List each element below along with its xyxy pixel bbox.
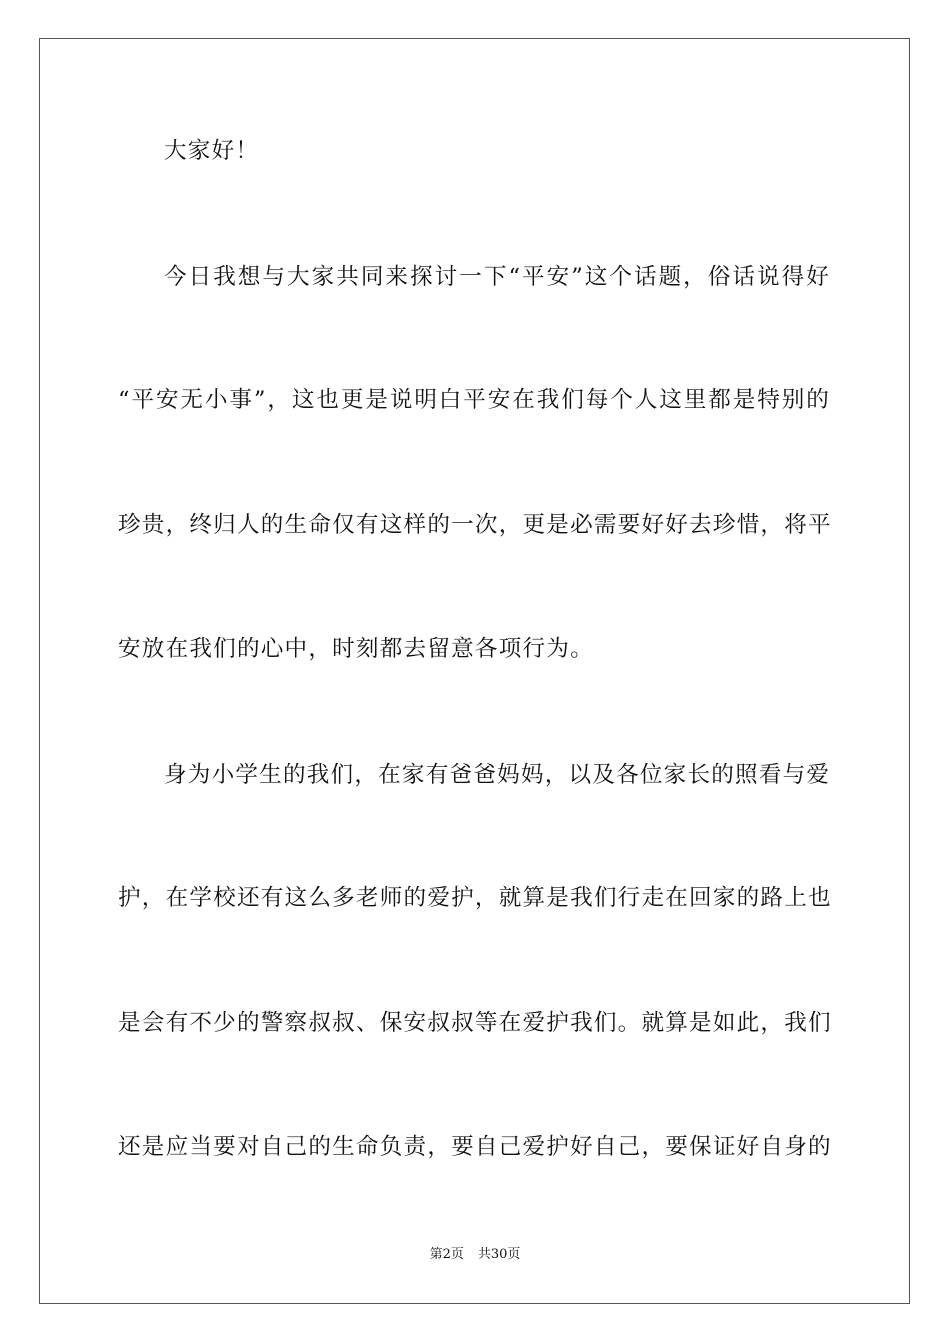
paragraph-2-line-1: 身为小学生的我们，在家有爸爸妈妈，以及各位家长的照看与爱 [164,762,831,788]
page-frame [39,38,910,1304]
greeting-line: 大家好！ [164,138,260,164]
paragraph-2-line-3: 是会有不少的警察叔叔、保安叔叔等在爱护我们。就算是如此，我们 [118,1010,832,1036]
paragraph-1-line-3: 珍贵，终归人的生命仅有这样的一次，更是必需要好好去珍惜，将平 [118,512,832,538]
paragraph-2-line-2: 护，在学校还有这么多老师的爱护，就算是我们行走在回家的路上也 [118,885,832,911]
paragraph-1-line-1: 今日我想与大家共同来探讨一下“平安”这个话题，俗话说得好 [164,264,830,290]
page-footer [0,1246,950,1264]
page-number-label: 第2页 [429,1247,464,1262]
paragraph-2-line-4: 还是应当要对自己的生命负责，要自己爱护好自己，要保证好自身的 [118,1134,832,1160]
paragraph-1-line-2: “平安无小事”，这也更是说明白平安在我们每个人这里都是特别的 [118,387,830,413]
total-pages-label: 共30页 [477,1247,521,1262]
paragraph-1-line-4: 安放在我们的心中，时刻都去留意各项行为。 [118,636,594,662]
